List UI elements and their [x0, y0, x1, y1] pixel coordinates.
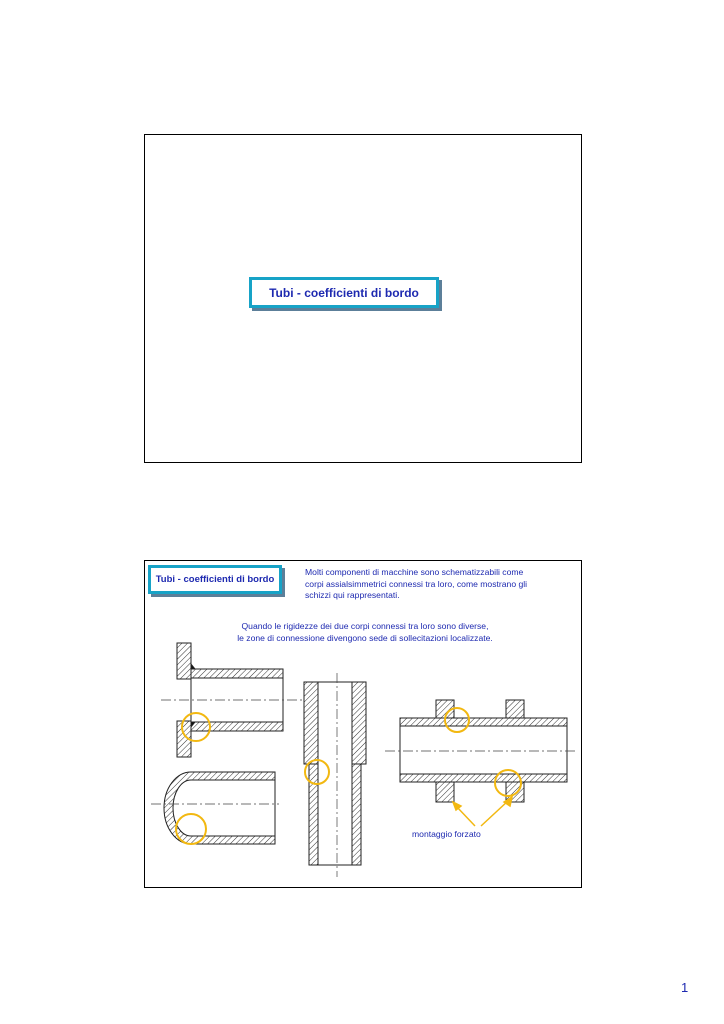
slide-1	[144, 134, 582, 463]
flange-pipe-sketch	[161, 643, 305, 757]
stepped-shaft-sketch	[304, 673, 366, 877]
note-line: Quando le rigidezze dei due corpi connessi tra loro sono diverse,	[241, 621, 489, 631]
intro-line: schizzi qui rappresentati.	[305, 590, 400, 601]
intro-line: Molti componenti di macchine sono schematizzabili come	[305, 567, 524, 577]
slide-1-title: Tubi - coefficienti di bordo	[249, 277, 439, 308]
page-number: 1	[681, 980, 689, 995]
caption-text: montaggio forzato	[412, 829, 481, 839]
note-line: le zone di connessione divengono sede di sollecitazioni localizzate.	[237, 632, 493, 643]
slide-2-title: Tubi - coefficienti di bordo	[148, 565, 282, 594]
technical-drawing	[145, 561, 583, 889]
press-fit-sketch	[385, 700, 577, 826]
capped-pipe-sketch	[151, 772, 279, 844]
slide-2	[144, 560, 582, 888]
intro-line: corpi assialsimmetrici connessi tra loro, come mostrano gli	[305, 578, 528, 589]
arrow-icon	[453, 797, 512, 826]
